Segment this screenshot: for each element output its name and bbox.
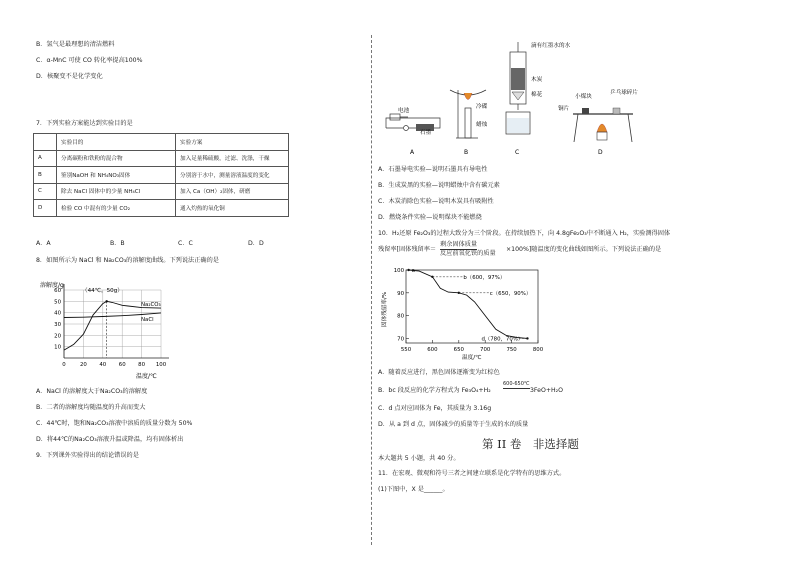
q10-option-d: D．从 a 到 d 点，固体减少的质量等于生成的水的质量: [378, 421, 529, 428]
chart-series: [64, 300, 161, 358]
x-axis-label: 温度/℃: [462, 355, 482, 361]
series-label: Na₂CO₃: [141, 302, 161, 309]
table-cell: B: [34, 167, 57, 184]
label-charcoal: 木炭: [531, 77, 543, 83]
label-c: C: [515, 149, 520, 156]
q7-table: [33, 133, 289, 217]
q9-option-c: C．木炭消除色实验—说明木炭具有吸附性: [378, 198, 494, 205]
x-tick-label: 40: [99, 362, 107, 368]
y-tick-label: 40: [54, 310, 61, 317]
residue-chart: [380, 265, 550, 360]
label-copper-plate: 铜片: [558, 106, 570, 112]
series-label: NaCl: [141, 316, 154, 323]
y-axis-label: 溶解度/g: [40, 282, 64, 289]
q10-stem-line2a: 残留率[固体残留率＝: [378, 246, 437, 253]
table-cell: 加入 Ca（OH）₂固体，研磨: [176, 183, 289, 200]
y-tick-label: 90: [397, 290, 404, 297]
chart-annotation: （44℃，50g）: [82, 288, 123, 294]
point-label: c（650，90%）: [489, 290, 532, 297]
chart-grid: [64, 290, 161, 358]
q8-option-a: A．NaCl 的溶解度大于Na₂CO₃的溶解度: [36, 388, 148, 395]
y-tick-label: 70: [397, 336, 404, 343]
q6-option-b: B．氢气是最理想的清洁燃料: [36, 41, 115, 48]
x-axis-label: 温度/℃: [136, 373, 157, 380]
table-cell: 加入足量稀硫酸，过滤、洗涤，干燥: [176, 150, 289, 167]
chart-ticks: [54, 288, 167, 368]
y-tick-label: 80: [397, 313, 404, 320]
q8-option-b: B．二者的溶解度均随温度的升高而变大: [36, 404, 146, 411]
q7-stem: 7．下列实验方案能达到实验目的是: [36, 120, 133, 127]
q11-stem: 11．在宏观、微观和符号三者之间建立联系是化学特有的思维方式。: [378, 470, 566, 477]
series-line-na2co3: [64, 301, 161, 350]
table-cell: C: [34, 183, 57, 200]
q11-part1: (1)下图中，X 是______。: [378, 486, 449, 493]
label-pingpong: 乒乓球碎片: [610, 90, 638, 96]
x-tick-label: 0: [62, 362, 66, 368]
table-cell: D: [34, 200, 57, 217]
q10-option-b-post: 3FeO+H₂O: [530, 387, 564, 394]
q10-option-b-pre: B．bc 段反应的化学方程式为 Fe₃O₄+H₂: [378, 387, 491, 394]
apparatus-a: [386, 106, 440, 156]
q6-option-d: D．核聚变不是化学变化: [36, 73, 103, 80]
q10-stem-line1: 10．H₂还原 Fe₂O₃的过程大致分为三个阶段。在持续加热下，向 4.8gFe₂O₃中不断通入 H₂，实验测得固体: [378, 230, 671, 237]
y-tick-label: 20: [54, 333, 61, 340]
y-axis-label: 固体残留率/%: [382, 291, 388, 327]
q9-option-b: B．生成炭黑的实验—说明蜡烛中含有碳元素: [378, 182, 500, 189]
y-tick-label: 100: [393, 268, 404, 274]
x-tick-label: 20: [79, 362, 87, 368]
fraction-denominator: 反应前氧化铁的质量: [440, 250, 496, 257]
apparatus-b: [450, 90, 488, 156]
q6-option-c: C．α-MnC 可使 CO 转化率提高100%: [36, 57, 143, 64]
label-b: B: [464, 149, 469, 156]
y-tick-label: 10: [54, 344, 61, 351]
table-cell: 通入灼热的氧化铜: [176, 200, 289, 217]
label-graphite: 石墨: [420, 130, 432, 136]
point-label: b（600，97%）: [463, 274, 506, 281]
q10-option-a: A．随着反应进行，黑色固体逐渐变为红棕色: [378, 369, 500, 376]
label-cotton: 棉花: [531, 92, 543, 98]
label-coal: 小煤块: [575, 94, 592, 100]
table-cell: 分别溶于水中，测量溶液温度的变化: [176, 167, 289, 184]
q7-choice-d: D．D: [248, 240, 264, 247]
chart-points: [407, 268, 531, 342]
x-tick-label: 100: [155, 362, 167, 368]
q8-stem: 8．如图所示为 NaCl 和 Na₂CO₃的溶解度曲线。下列说法正确的是: [36, 257, 219, 264]
table-cell: 实验方案: [176, 134, 289, 151]
label-d: D: [598, 149, 603, 156]
label-a: A: [410, 149, 415, 156]
chart-axes: [406, 270, 538, 343]
table-cell: 实验目的: [57, 134, 176, 151]
table-row: [34, 183, 289, 200]
point-label: a: [411, 268, 415, 274]
q8-option-c: C．44℃时，饱和Na₂CO₃溶液中溶质的质量分数为 50%: [36, 420, 193, 427]
table-cell: 除去 NaCl 固体中的少量 NH₄Cl: [57, 183, 176, 200]
q7-choice-b: B．B: [110, 240, 125, 247]
q10-option-c: C．d 点对应固体为 Fe，其质量为 3.16g: [378, 405, 492, 412]
x-tick-label: 650: [453, 347, 464, 353]
table-row: [34, 200, 289, 217]
q7-choice-a: A．A: [36, 240, 51, 247]
data-point: [105, 300, 107, 302]
table-cell: 鉴别NaOH 和 NH₄NO₃固体: [57, 167, 176, 184]
q9-option-a: A．石墨导电实验—说明石墨具有导电性: [378, 166, 488, 173]
y-tick-label: 50: [54, 299, 61, 306]
label-power: 电池: [398, 108, 410, 114]
apparatus-c: [506, 41, 571, 156]
table-row: [34, 167, 289, 184]
x-tick-label: 600: [427, 347, 438, 353]
q10-option-b-condition: 600-650℃: [503, 381, 530, 387]
q8-option-d: D．将44℃的Na₂CO₃溶液升温或降温，均有固体析出: [36, 436, 184, 443]
x-tick-label: 80: [138, 362, 146, 368]
section-intro: 本大题共 5 小题，共 40 分。: [378, 455, 460, 462]
y-tick-label: 60: [54, 288, 61, 294]
x-tick-label: 750: [506, 347, 517, 353]
q9-stem: 9．下列课外实验得出的结论错误的是: [36, 452, 139, 459]
plot-frame: [406, 270, 538, 343]
apparatus-d: [558, 88, 638, 156]
label-candle: 蜡烛: [476, 122, 488, 128]
label-cold-plate: 冷碟: [476, 104, 488, 110]
label-red-water: 滴有红墨水的水: [531, 43, 571, 49]
table-header-row: [34, 134, 289, 151]
fraction-numerator: 剩余固体质量: [440, 241, 478, 248]
point-label: d（780，70%）: [481, 336, 524, 343]
column-divider: [371, 35, 372, 545]
table-cell: A: [34, 150, 57, 167]
data-point: [407, 269, 409, 271]
apparatus-figure: [378, 38, 678, 163]
x-tick-label: 550: [400, 347, 412, 353]
table-cell: 分离碳粉和铁粉的混合物: [57, 150, 176, 167]
q7-choice-c: C．C: [178, 240, 193, 247]
solubility-chart: [36, 280, 186, 380]
section-heading: 第 II 卷 非选择题: [482, 437, 579, 451]
table-row: [34, 150, 289, 167]
x-tick-label: 700: [480, 347, 491, 353]
q9-option-d: D．燃烧条件实验—说明煤块不能燃烧: [378, 214, 482, 221]
x-tick-label: 60: [118, 362, 126, 368]
x-tick-label: 800: [532, 347, 544, 353]
y-tick-label: 30: [54, 322, 61, 328]
table-cell: 检验 CO 中混有的少量 CO₂: [57, 200, 176, 217]
table-cell: [34, 134, 57, 151]
q10-stem-line2b: ×100%]随温度的变化曲线如图所示。下列说法正确的是: [506, 246, 662, 253]
